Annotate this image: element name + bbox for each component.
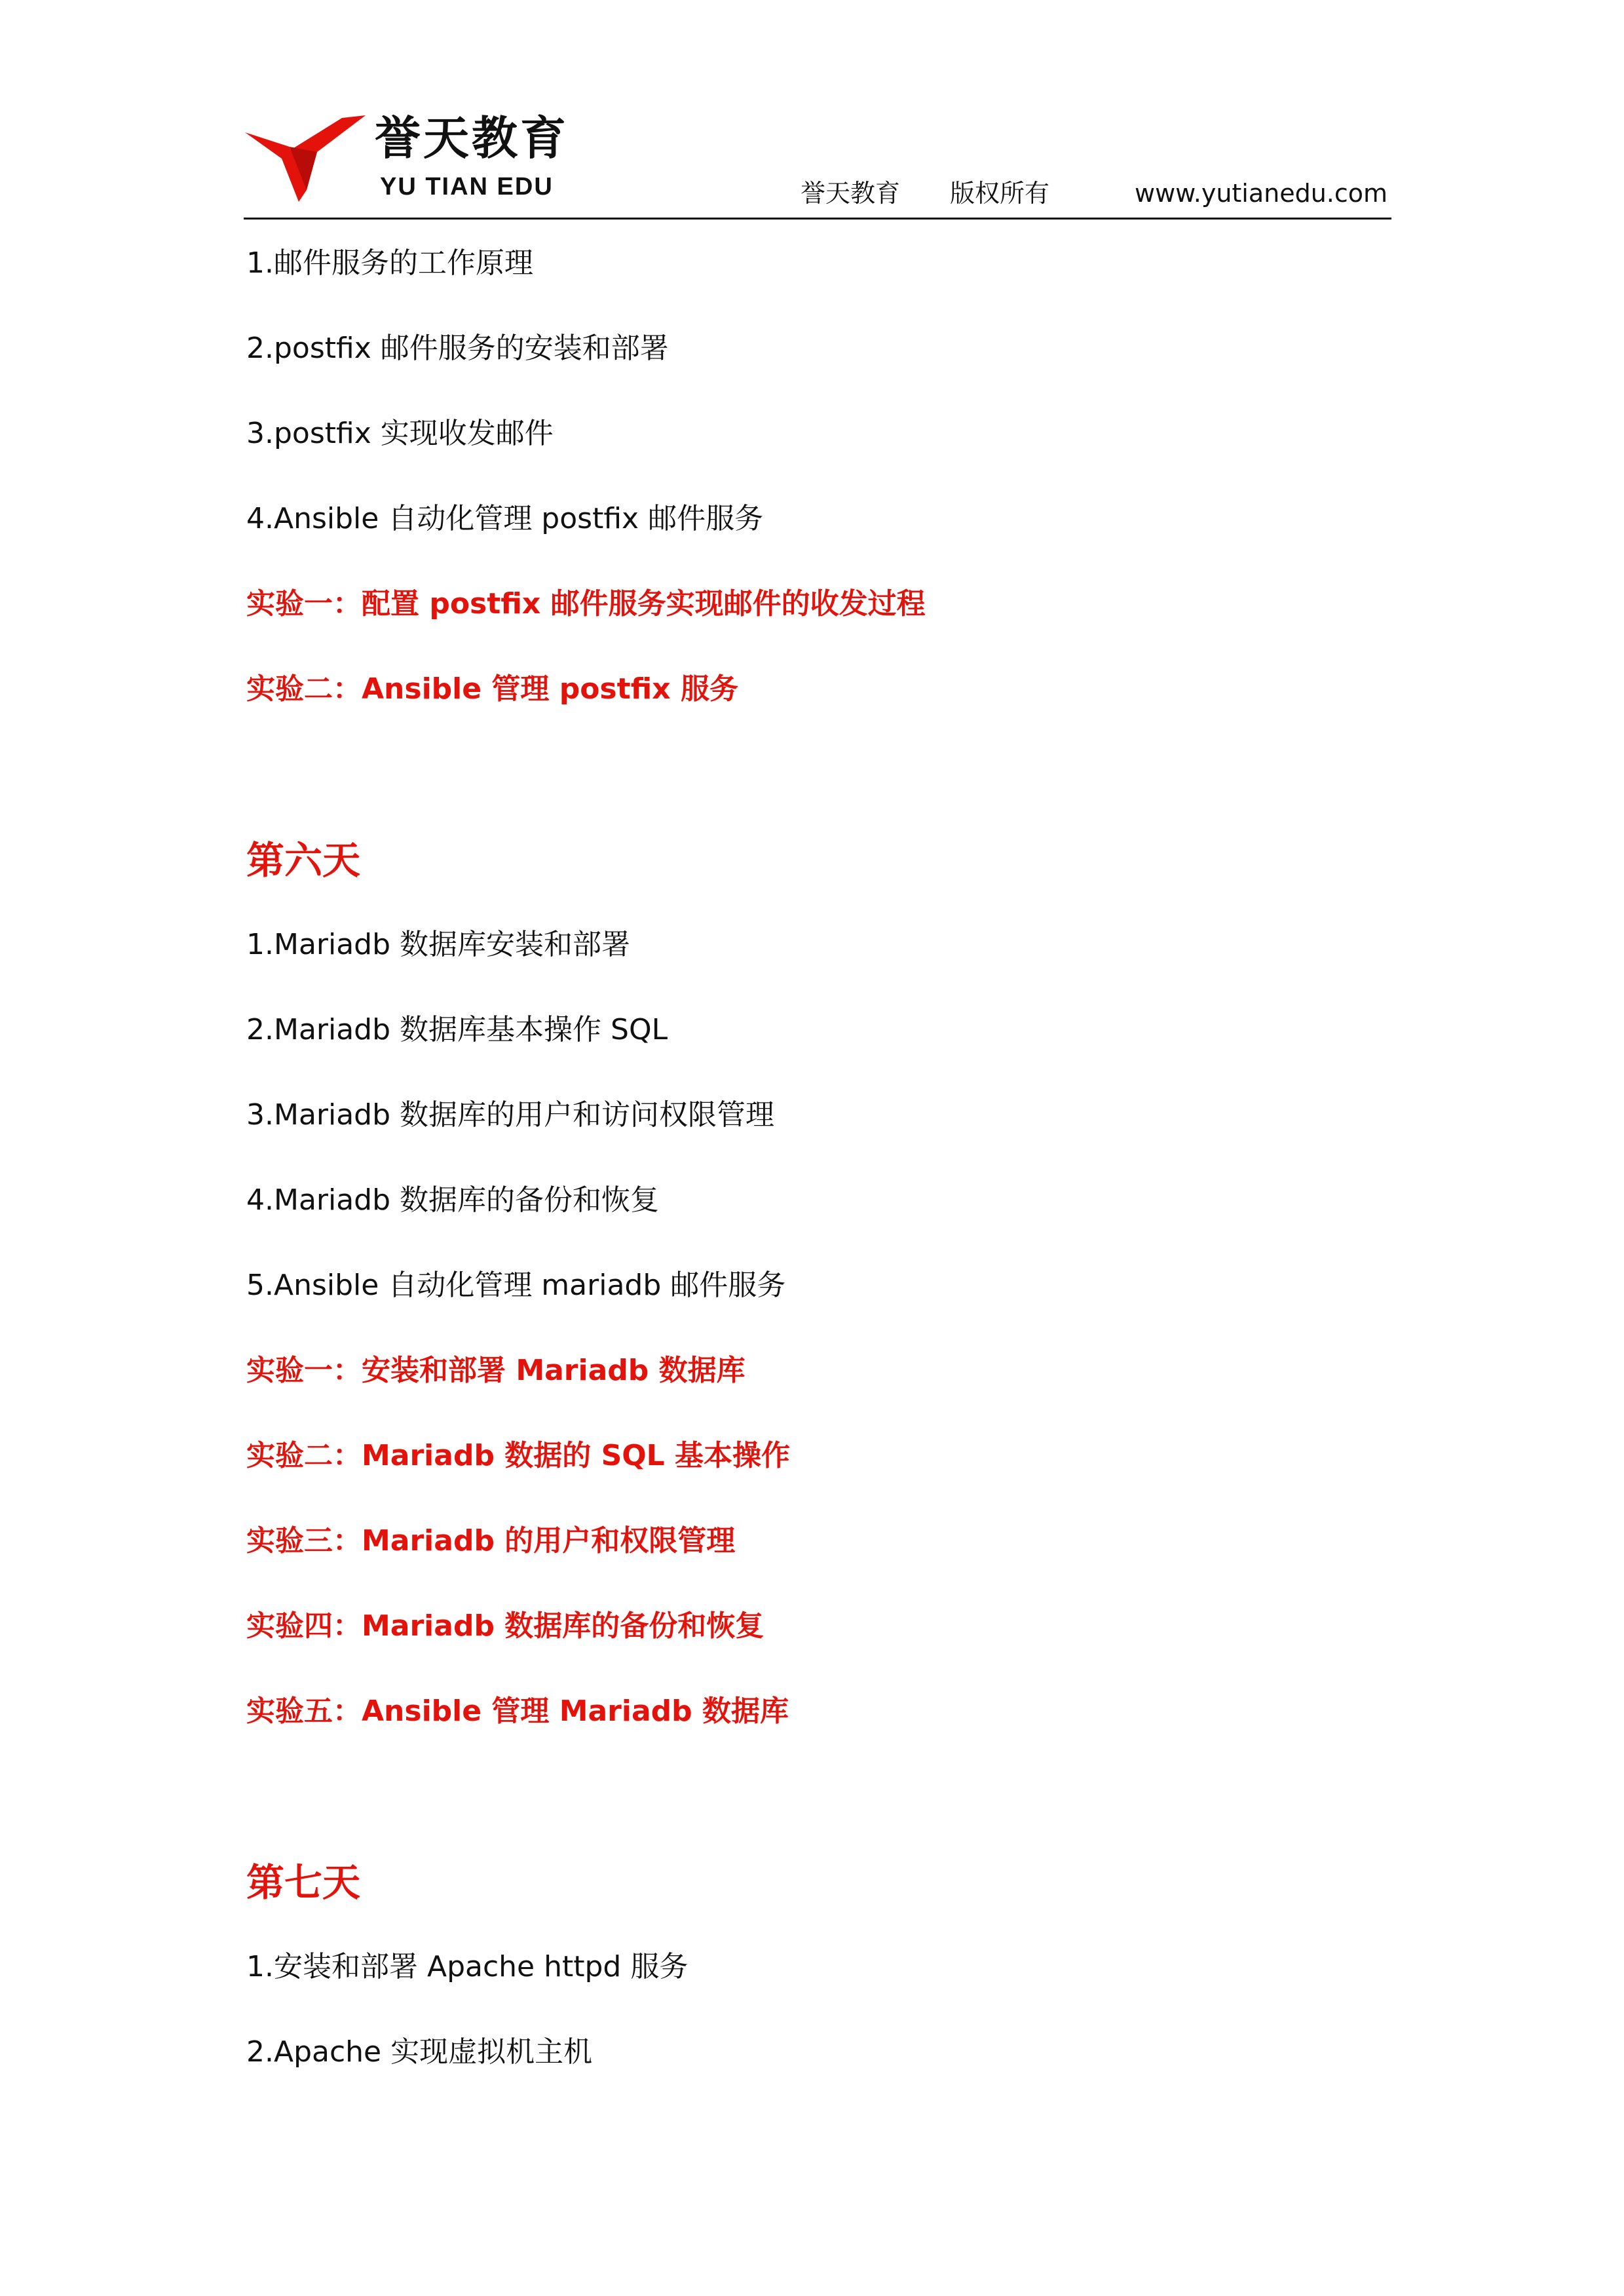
list-item: 3.Mariadb 数据库的用户和访问权限管理 bbox=[246, 1098, 775, 1132]
header-divider bbox=[244, 218, 1391, 220]
logo-english-text: YU TIAN EDU bbox=[380, 173, 554, 201]
lab-item: 实验一：安装和部署 Mariadb 数据库 bbox=[246, 1354, 746, 1387]
list-item: 1.邮件服务的工作原理 bbox=[246, 246, 533, 280]
yutian-logo-icon bbox=[244, 113, 368, 204]
logo-chinese-text: 誉天教育 bbox=[375, 111, 569, 165]
day-heading-7: 第七天 bbox=[246, 1860, 361, 1905]
header-company: 誉天教育 bbox=[801, 179, 901, 208]
list-item: 1.Mariadb 数据库安装和部署 bbox=[246, 928, 631, 961]
list-item: 4.Ansible 自动化管理 postfix 邮件服务 bbox=[246, 502, 764, 535]
list-item: 3.postfix 实现收发邮件 bbox=[246, 417, 554, 450]
list-item: 1.安装和部署 Apache httpd 服务 bbox=[246, 1950, 689, 1983]
list-item: 2.postfix 邮件服务的安装和部署 bbox=[246, 332, 669, 365]
lab-item: 实验一：配置 postfix 邮件服务实现邮件的收发过程 bbox=[246, 587, 926, 621]
lab-item: 实验二：Mariadb 数据的 SQL 基本操作 bbox=[246, 1439, 791, 1472]
day-heading-6: 第六天 bbox=[246, 838, 361, 883]
lab-item: 实验二：Ansible 管理 postfix 服务 bbox=[246, 672, 738, 706]
page-header bbox=[0, 0, 1624, 223]
lab-item: 实验三：Mariadb 的用户和权限管理 bbox=[246, 1524, 736, 1558]
header-url: www.yutianedu.com bbox=[1135, 179, 1388, 208]
list-item: 5.Ansible 自动化管理 mariadb 邮件服务 bbox=[246, 1269, 786, 1302]
list-item: 2.Mariadb 数据库基本操作 SQL bbox=[246, 1013, 668, 1046]
header-rights: 版权所有 bbox=[950, 179, 1050, 208]
list-item: 2.Apache 实现虚拟机主机 bbox=[246, 2035, 593, 2069]
lab-item: 实验五：Ansible 管理 Mariadb 数据库 bbox=[246, 1694, 789, 1728]
list-item: 4.Mariadb 数据库的备份和恢复 bbox=[246, 1183, 660, 1217]
lab-item: 实验四：Mariadb 数据库的备份和恢复 bbox=[246, 1609, 765, 1643]
